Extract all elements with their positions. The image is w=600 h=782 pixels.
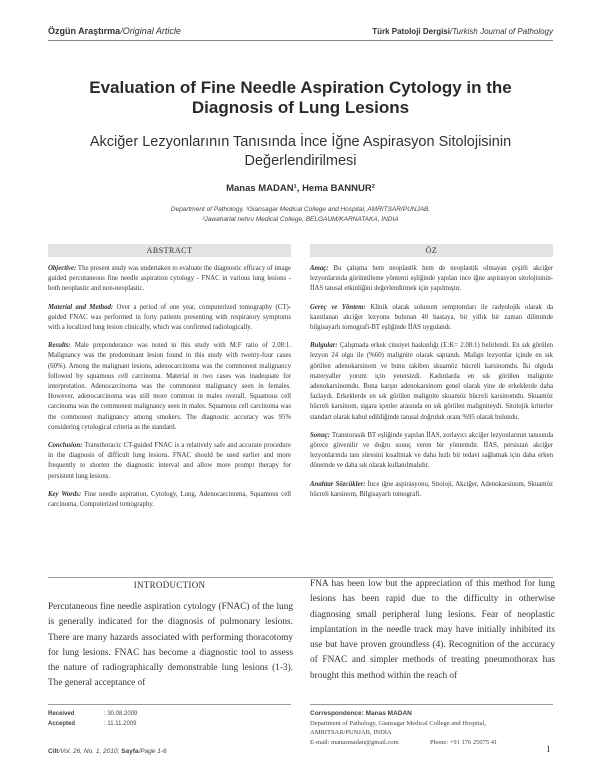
correspondence-block xyxy=(310,704,553,747)
journal-name xyxy=(372,27,553,36)
abstract-objective xyxy=(48,264,291,295)
journal-name-tr: Türk Patoloji Dergisi xyxy=(372,27,450,36)
abstract-english xyxy=(48,264,291,518)
oz-heading: ÖZ xyxy=(310,244,553,257)
abstract-methods-text: Over a period of one year, computerized tomography (CT)-guided FNAC was performed in forty patients presenting with respiratory symptoms with a localized lung lesion clinically, which was confirmed radiologically. xyxy=(48,303,291,332)
abstract-objective-label: Objective: xyxy=(48,265,77,272)
cilt-label: Cilt xyxy=(48,748,59,755)
running-header xyxy=(48,0,553,40)
introduction-left-column xyxy=(48,600,293,692)
abstract-turkish xyxy=(310,264,553,508)
correspondence-email[interactable]: E-mail: manasmadan@gmail.com xyxy=(310,738,399,746)
introduction-right-text: FNA has been low but the appreciation of this method for lung lesions has been rapid due to the difficulty in otherwise diagnosing small peripheral lung lesions. Fear of neoplastic implantation in the needle track may have initially inhibited its use but have proven groundless (4). Recognition of the accuracy of FNAC and simpler methods of treating pneumothorax has brought this method within the reach of xyxy=(310,579,555,681)
oz-amac-label: Amaç: xyxy=(310,265,329,272)
correspondence-line-2: AMRITSAR/PUNJAB, INDIA xyxy=(310,729,392,736)
oz-sonuc xyxy=(310,431,553,472)
citation-footer xyxy=(48,748,167,755)
oz-gerec xyxy=(310,303,553,334)
accepted-date xyxy=(48,719,291,729)
abstract-keywords xyxy=(48,490,291,510)
correspondence-line-1: Department of Pathology, Giansagar Medical College and Hospital, xyxy=(310,719,486,727)
abstract-results xyxy=(48,341,291,433)
article-dates xyxy=(48,704,291,729)
article-type-en: /Original Article xyxy=(120,26,181,36)
article-subtitle-turkish: Akciğer Lezyonlarının Tanısında İnce İğne Aspirasyon Sitolojisinin Değerlendirilmesi xyxy=(89,134,512,169)
header-divider xyxy=(48,40,553,41)
sayfa-label: Sayfa xyxy=(121,748,139,755)
oz-gerec-text: Klinik olarak solunum semptomları ile radyolojik olarak da kanıtlanan akciğer lezyonu bulunan 40 hastaya, bir yıllık bir zaman diliminde bilgisayarlı tomografi-BT eşliğinde İİAS uygulandı. xyxy=(310,303,554,332)
affiliations xyxy=(48,205,553,225)
abstract-keywords-text: Fine needle aspiration, Cytology, Lung, Adenocarcinoma, Squamous cell carcinoma, Computerized tomography. xyxy=(48,490,291,509)
oz-amac xyxy=(310,264,553,295)
abstract-results-label: Results: xyxy=(48,342,71,350)
oz-bulgular-label: Bulgular: xyxy=(310,342,338,350)
oz-sonuc-text: Transtorasik BT eşliğinde yapılan İİAS, zorlayıcı akciğer lezyonlarının tanısında görece güvenilir ve doğru sonuç veren bir yöntemdir. İİAS, persistan akciğer lezyonlarında tanı süresini kısaltmak ve daha hızlı bir tedavi sağlamak için daha erken dönemde ve daha sık olarak kullanılmalıdır. xyxy=(310,431,553,470)
oz-amac-text: Bu çalışma hem neoplastik hem de neoplastik olmayan çeşitli akciğer lezyonlarında görüntüleme yöntemi eşliğinde yapılan ince iğne aspirasyon sitolojisinin-İİAS tanısal etkinliğini değerlendirmek için yapılmıştır. xyxy=(310,265,553,293)
correspondence-phone: Phone: +91 176 25075 41 xyxy=(430,738,498,746)
correspondence-heading: Correspondence: Manas MADAN xyxy=(310,710,412,717)
oz-anahtar xyxy=(310,480,553,500)
introduction-heading: INTRODUCTION xyxy=(133,580,206,590)
oz-sonuc-label: Sonuç: xyxy=(310,431,331,439)
received-value: : 30.08.2009 xyxy=(104,711,138,717)
article-type-tr: Özgün Araştırma xyxy=(48,26,121,36)
sayfa-text: /Page 1-6 xyxy=(138,748,167,755)
page-number: 1 xyxy=(546,744,551,754)
article-title: Evaluation of Fine Needle Aspiration Cytology in the Diagnosis of Lung Lesions xyxy=(89,78,512,117)
accepted-value: : 11.11.2009 xyxy=(104,721,137,727)
accepted-label: Accepted xyxy=(48,721,76,727)
abstract-heading: ABSTRACT xyxy=(48,244,291,257)
affiliation-line-1: Department of Pathology, ¹Giansagar Medical College and Hospital, AMRITSAR/PUNJAB, xyxy=(170,206,431,213)
introduction-left-text: Percutaneous fine needle aspiration cytology (FNAC) of the lung is generally indicated for the diagnosis of pulmonary lesions. There are many hazards associated with performing thoracotomy for lung lesions. FNAC has become a diagnostic tool to assess the nature of radiographically demonstrable lung lesions (1-3). The general acceptance of xyxy=(48,602,293,689)
article-type xyxy=(48,26,181,36)
oz-gerec-label: Gereç ve Yöntem: xyxy=(310,303,366,311)
abstract-conclusion-text: Transthoracic CT-guided FNAC is a relatively safe and accurate procedure in the diagnosis of difficult lung lesions. FNAC should be used earlier and more frequently to shorten the diagnostic interval and allow more prompt therapy for persistent lung lesions. xyxy=(48,442,291,480)
correspondence-contact xyxy=(310,738,553,748)
affiliation-line-2: ²Jawaharlal nehru Medical College, BELGAUM/KARNATAKA, INDIA xyxy=(202,216,399,223)
introduction-right-column xyxy=(310,577,555,684)
oz-anahtar-text: İnce iğne aspirasyonu, Sitoloji, Akciğer, Adenokarsinom, Skuamöz hücreli karsinom, Bilgisayarlı tomografi. xyxy=(310,480,553,498)
journal-name-en: /Turkish Journal of Pathology xyxy=(449,27,553,36)
oz-anahtar-label: Anahtar Sözcükler: xyxy=(310,480,366,488)
received-date xyxy=(48,709,291,719)
oz-bulgular-text: Çalışmada erkek cinsiyet baskınlığı (E:K= 2.08:1) belirlendi. En sık görülen lezyon 24 olgu ile (%60) malignite olarak saptandı. Malign lezyonlar içinde en sık görülen adenokarsinom ve bunu takiben skuamöz hücreli karsinomdu. İki olguda materyaller yorum için yetersizdi. Kadınlarda en sık görülen malignite adenokarsinomdu. Buna karşın adenokarsinom genel olarak yine de erkeklerde daha fazlaydı. Erkeklerde en sık görülen malignite skuamöz hücreli karsinomdu. Skuamöz hücreli karsinom, sigara içenler arasında en sık görülen maligniteydi. Sitolojik kriterler standart olarak kabul edildiğinde tanısal doğruluk oranı %95 olarak bulundu. xyxy=(310,342,553,421)
authors: Manas MADAN¹, Hema BANNUR² xyxy=(226,183,375,194)
abstract-methods-label: Material and Method: xyxy=(48,303,114,311)
abstract-conclusion-label: Conclusion: xyxy=(48,442,83,450)
oz-bulgular xyxy=(310,341,553,423)
abstract-methods xyxy=(48,303,291,334)
received-label: Received xyxy=(48,711,75,717)
abstract-results-text: Male preponderance was noted in this study with M:F ratio of 2.08:1. Malignancy was the predominant lesion found in this study with twenty-four cases (60%). Among the malignant lesions, adenocarcinoma was the commonest malignancy followed by squamous cell carcinoma. Material in two cases was inadequate for interpretation. Adenocarcinoma was the commonest malignancy seen in females. However, adenocarcinoma was still more common in males overall. Squamous cell carcinoma was the commonest malignancy seen in males. Squamous cell carcinoma was the commonest malignancy among smokers. The diagnostic accuracy was 95% considering cytological criteria as the standard. xyxy=(48,342,291,431)
cilt-text: /Vol. 26, No. 1, 2010; xyxy=(58,748,122,755)
abstract-objective-text: The present study was undertaken to evaluate the diagnostic efficacy of image guided percutaneous fine needle aspiration cytology - FNAC in various lung lesions - both neoplastic and non-neoplastic. xyxy=(48,265,291,293)
abstract-keywords-label: Key Words: xyxy=(48,490,82,498)
abstract-conclusion xyxy=(48,441,291,482)
